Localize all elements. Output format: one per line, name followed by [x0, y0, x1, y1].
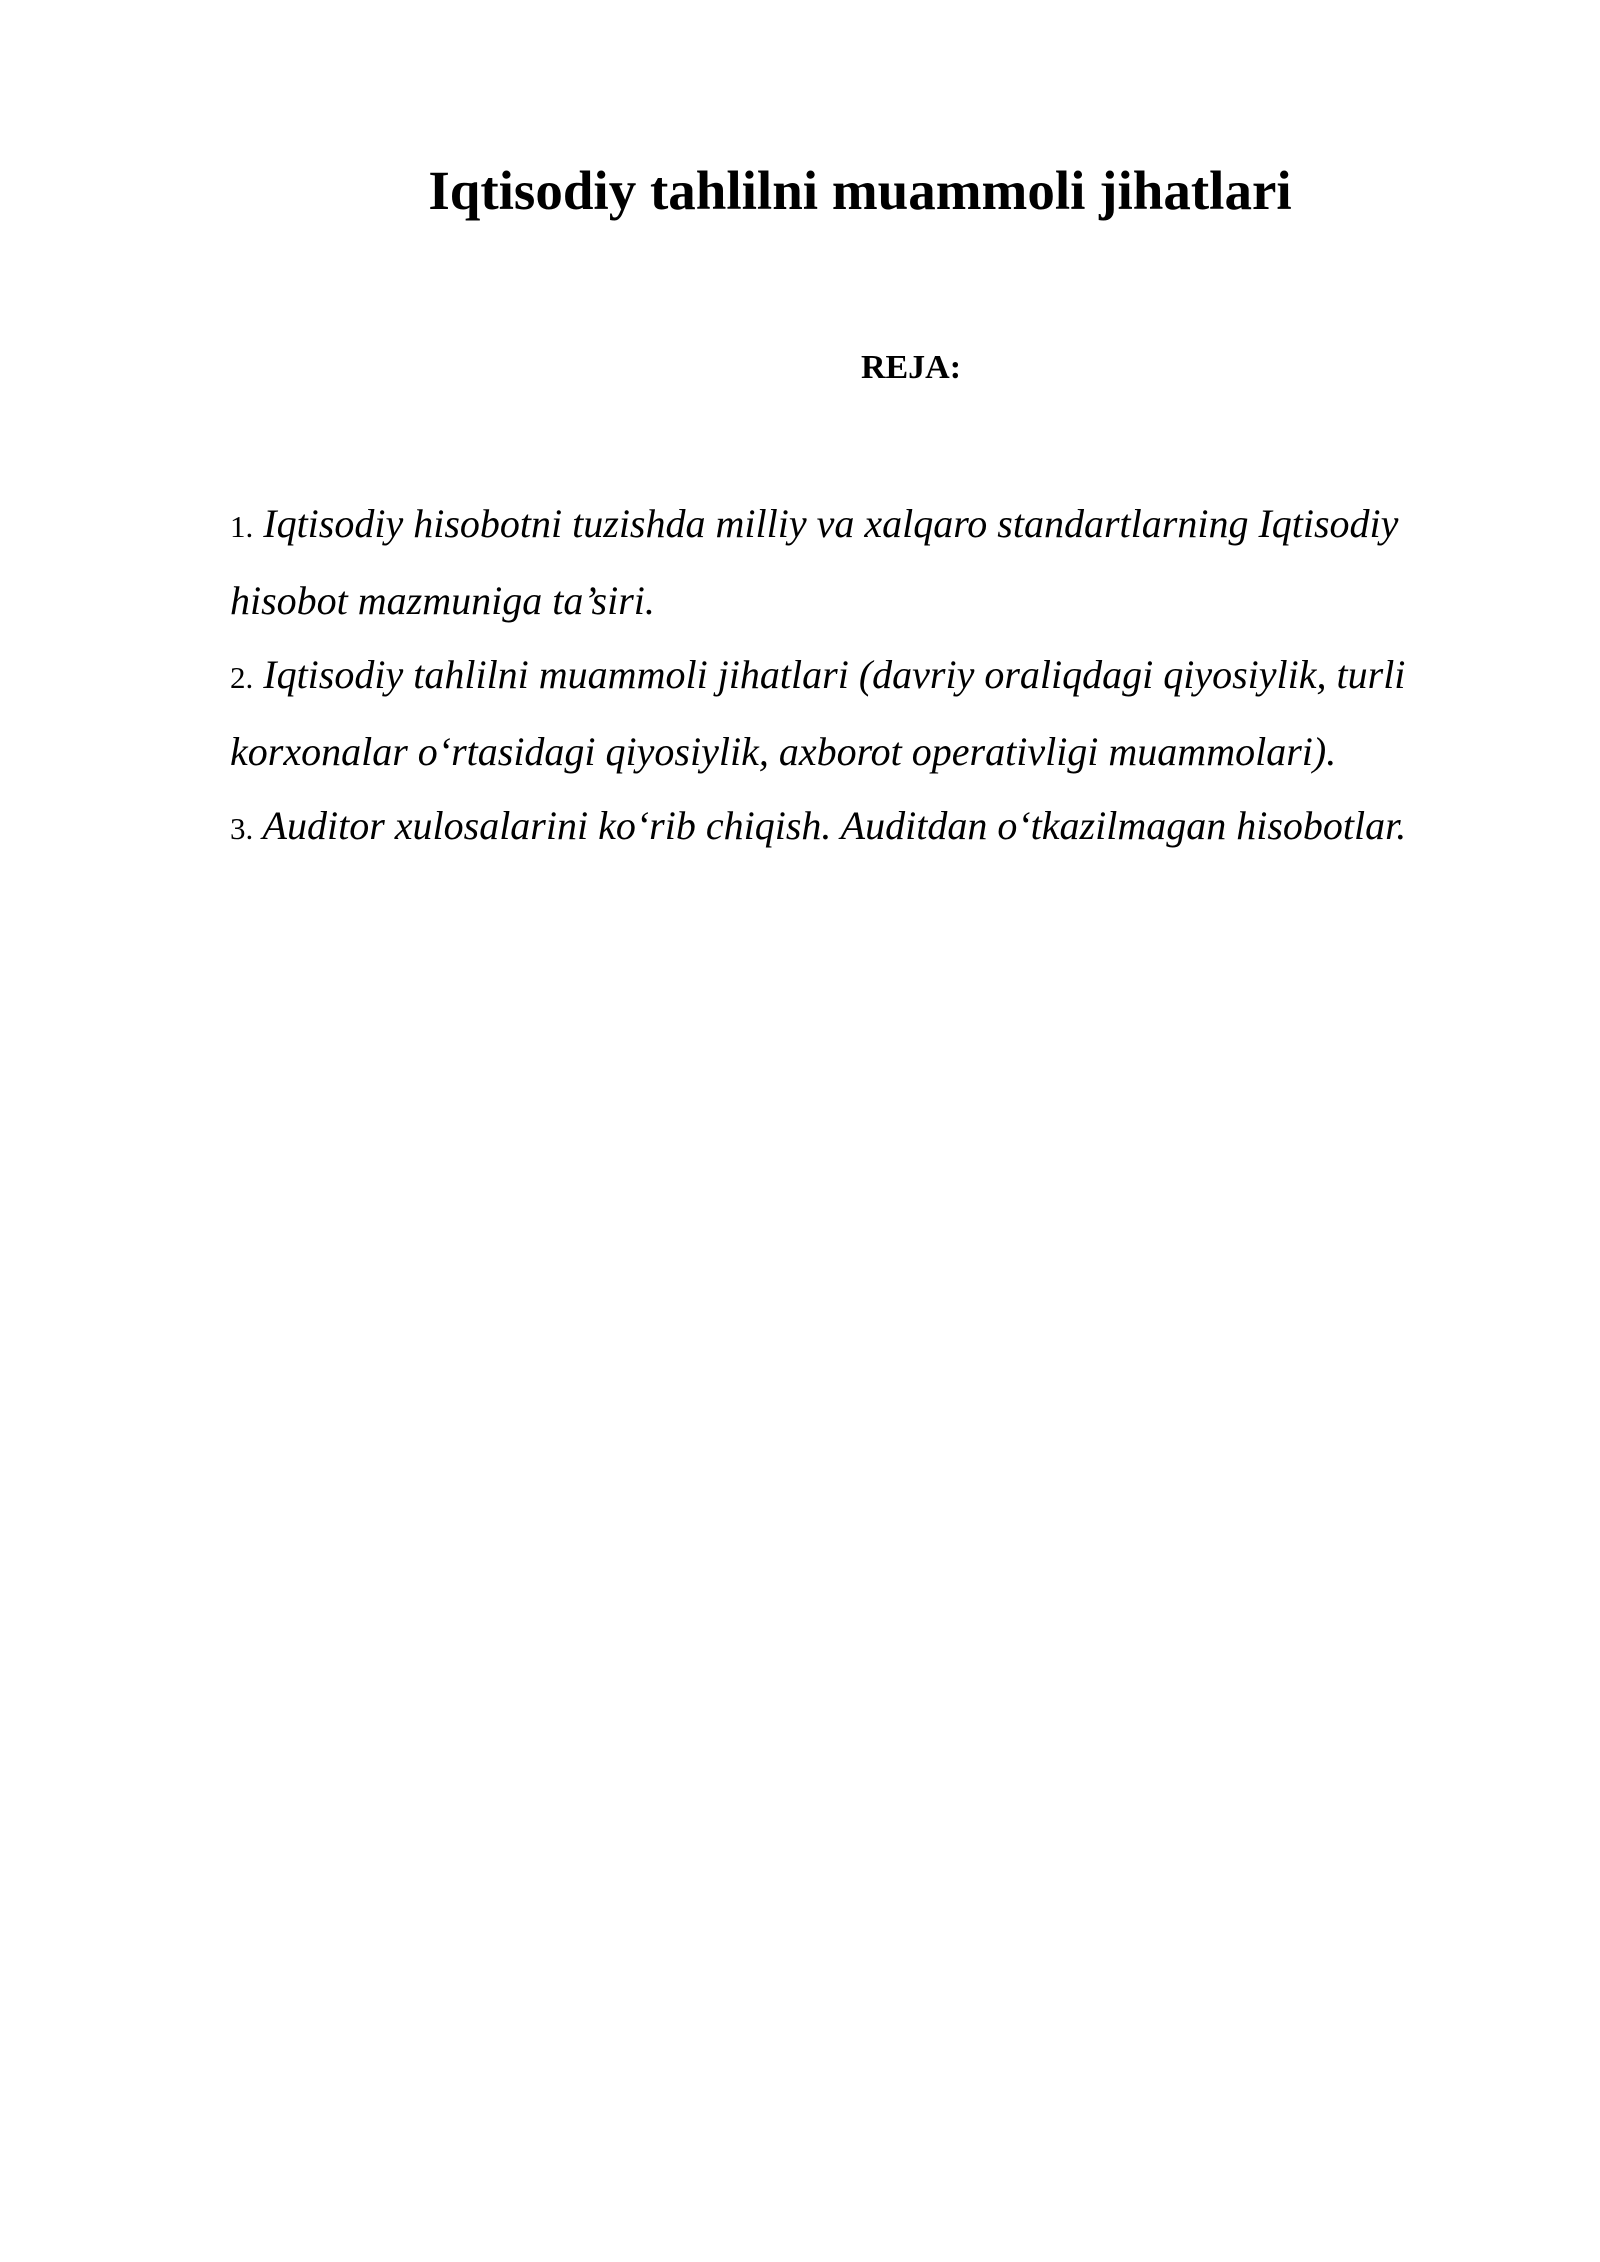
plan-item-number: 3.: [230, 811, 254, 846]
plan-item-text: Iqtisodiy hisobotni tuzishda milliy va xalqaro standartlarning Iqtisodiy hisobot mazmuniga ta’siri.: [230, 501, 1399, 623]
page-title: Iqtisodiy tahlilni muammoli jihatlari: [428, 160, 1292, 221]
plan-list: [230, 487, 1430, 866]
plan-item-3: [230, 789, 1430, 866]
plan-heading: REJA:: [860, 349, 962, 386]
plan-item-number: 1.: [230, 509, 254, 544]
plan-item-2: [230, 638, 1430, 789]
plan-item-text: Iqtisodiy tahlilni muammoli jihatlari (davriy oraliqdagi qiyosiylik, turli korxonalar o‘rtasidagi qiyosiylik, axborot operativligi muammolari).: [230, 652, 1406, 774]
plan-item-number: 2.: [230, 660, 254, 695]
plan-item-1: [230, 487, 1430, 638]
plan-item-text: Auditor xulosalarini ko‘rib chiqish. Auditdan o‘tkazilmagan hisobotlar.: [262, 803, 1407, 848]
